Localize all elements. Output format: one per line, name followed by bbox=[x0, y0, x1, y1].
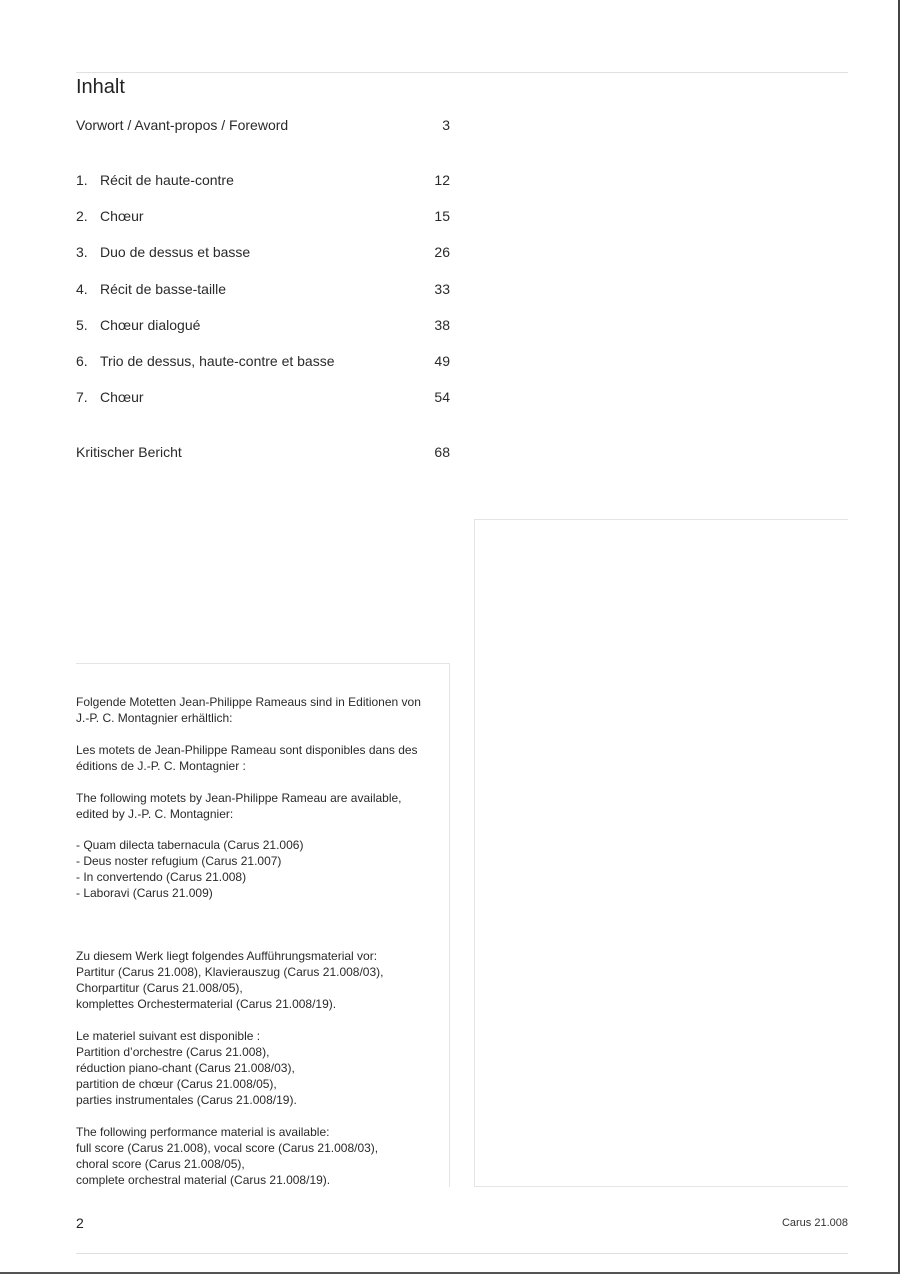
motets-note-de bbox=[76, 694, 456, 726]
toc-entry-label: Chœur bbox=[100, 208, 144, 224]
toc-entry-page: 26 bbox=[434, 244, 450, 260]
toc-entry-page: 54 bbox=[434, 389, 450, 405]
top-rule bbox=[76, 72, 848, 73]
toc-entry-number: 3. bbox=[76, 244, 88, 260]
toc-entry-number: 2. bbox=[76, 208, 88, 224]
toc-report-label: Kritischer Bericht bbox=[76, 444, 182, 460]
toc-entry-page: 12 bbox=[434, 172, 450, 188]
toc-title: Inhalt bbox=[76, 76, 125, 98]
material-note-en bbox=[76, 1124, 456, 1188]
toc-entry-page: 33 bbox=[434, 281, 450, 297]
toc-foreword-page: 3 bbox=[442, 117, 450, 133]
motet-list bbox=[76, 837, 456, 901]
toc-entry bbox=[76, 389, 450, 409]
text-line: full score (Carus 21.008), vocal score (Carus 21.008/03), bbox=[76, 1141, 379, 1155]
text-line: réduction piano-chant (Carus 21.008/03), bbox=[76, 1061, 295, 1075]
toc-entry-label: Récit de basse-taille bbox=[100, 281, 227, 297]
toc-entry bbox=[76, 244, 450, 264]
toc-entry bbox=[76, 281, 450, 301]
list-item: - Deus noster refugium (Carus 21.007) bbox=[76, 854, 282, 868]
text-line: choral score (Carus 21.008/05), bbox=[76, 1157, 245, 1171]
toc-entry-page: 15 bbox=[434, 208, 450, 224]
text-line: Les motets de Jean-Philippe Rameau sont disponibles dans des bbox=[76, 743, 418, 757]
text-line: edited by J.-P. C. Montagnier: bbox=[76, 807, 234, 821]
toc-entry bbox=[76, 353, 450, 373]
text-line: Partition d’orchestre (Carus 21.008), bbox=[76, 1045, 270, 1059]
bottom-rule bbox=[76, 1253, 848, 1254]
text-line: Partitur (Carus 21.008), Klavierauszug (Carus 21.008/03), bbox=[76, 965, 384, 979]
toc-entry-label: Duo de dessus et basse bbox=[100, 244, 251, 260]
text-line: J.-P. C. Montagnier erhältlich: bbox=[76, 711, 233, 725]
toc-entry bbox=[76, 317, 450, 337]
text-line: Zu diesem Werk liegt folgendes Aufführungsmaterial vor: bbox=[76, 949, 378, 963]
text-line: Le materiel suivant est disponible : bbox=[76, 1029, 261, 1043]
list-item: - Quam dilecta tabernacula (Carus 21.006) bbox=[76, 838, 304, 852]
toc-foreword-row bbox=[76, 117, 450, 137]
toc-entry-page: 49 bbox=[434, 353, 450, 369]
text-line: complete orchestral material (Carus 21.008/19). bbox=[76, 1173, 331, 1187]
toc-entry-label: Trio de dessus, haute-contre et basse bbox=[100, 353, 335, 369]
motets-note-fr bbox=[76, 742, 456, 774]
toc-entry-number: 4. bbox=[76, 281, 88, 297]
toc-entry bbox=[76, 208, 450, 228]
text-line: Folgende Motetten Jean-Philippe Rameaus sind in Editionen von bbox=[76, 695, 421, 709]
toc-entry-label: Chœur dialogué bbox=[100, 317, 201, 333]
image-placeholder-frame bbox=[474, 519, 848, 1187]
toc-entry-label: Chœur bbox=[100, 389, 144, 405]
text-line: komplettes Orchestermaterial (Carus 21.008/19). bbox=[76, 997, 337, 1011]
material-note-de bbox=[76, 948, 456, 1012]
toc-report-row bbox=[76, 444, 450, 464]
text-line: The following performance material is available: bbox=[76, 1125, 330, 1139]
text-line: Chorpartitur (Carus 21.008/05), bbox=[76, 981, 243, 995]
list-item: - Laboravi (Carus 21.009) bbox=[76, 886, 213, 900]
toc-entry-number: 1. bbox=[76, 172, 88, 188]
page-number: 2 bbox=[76, 1215, 84, 1231]
toc-entry-number: 6. bbox=[76, 353, 88, 369]
text-line: éditions de J.-P. C. Montagnier : bbox=[76, 759, 246, 773]
toc-entry-number: 7. bbox=[76, 389, 88, 405]
text-line: parties instrumentales (Carus 21.008/19). bbox=[76, 1093, 297, 1107]
material-note-fr bbox=[76, 1028, 456, 1108]
toc-entry-label: Récit de haute-contre bbox=[100, 172, 234, 188]
toc-entry-page: 38 bbox=[434, 317, 450, 333]
list-item: - In convertendo (Carus 21.008) bbox=[76, 870, 247, 884]
catalog-code: Carus 21.008 bbox=[781, 1217, 848, 1229]
text-line: The following motets by Jean-Philippe Rameau are available, bbox=[76, 791, 402, 805]
toc-entry-number: 5. bbox=[76, 317, 88, 333]
motets-note-en bbox=[76, 790, 456, 822]
text-line: partition de chœur (Carus 21.008/05), bbox=[76, 1077, 277, 1091]
toc-report-page: 68 bbox=[434, 444, 450, 460]
toc-entry bbox=[76, 172, 450, 192]
toc-foreword-label: Vorwort / Avant-propos / Foreword bbox=[76, 117, 289, 133]
